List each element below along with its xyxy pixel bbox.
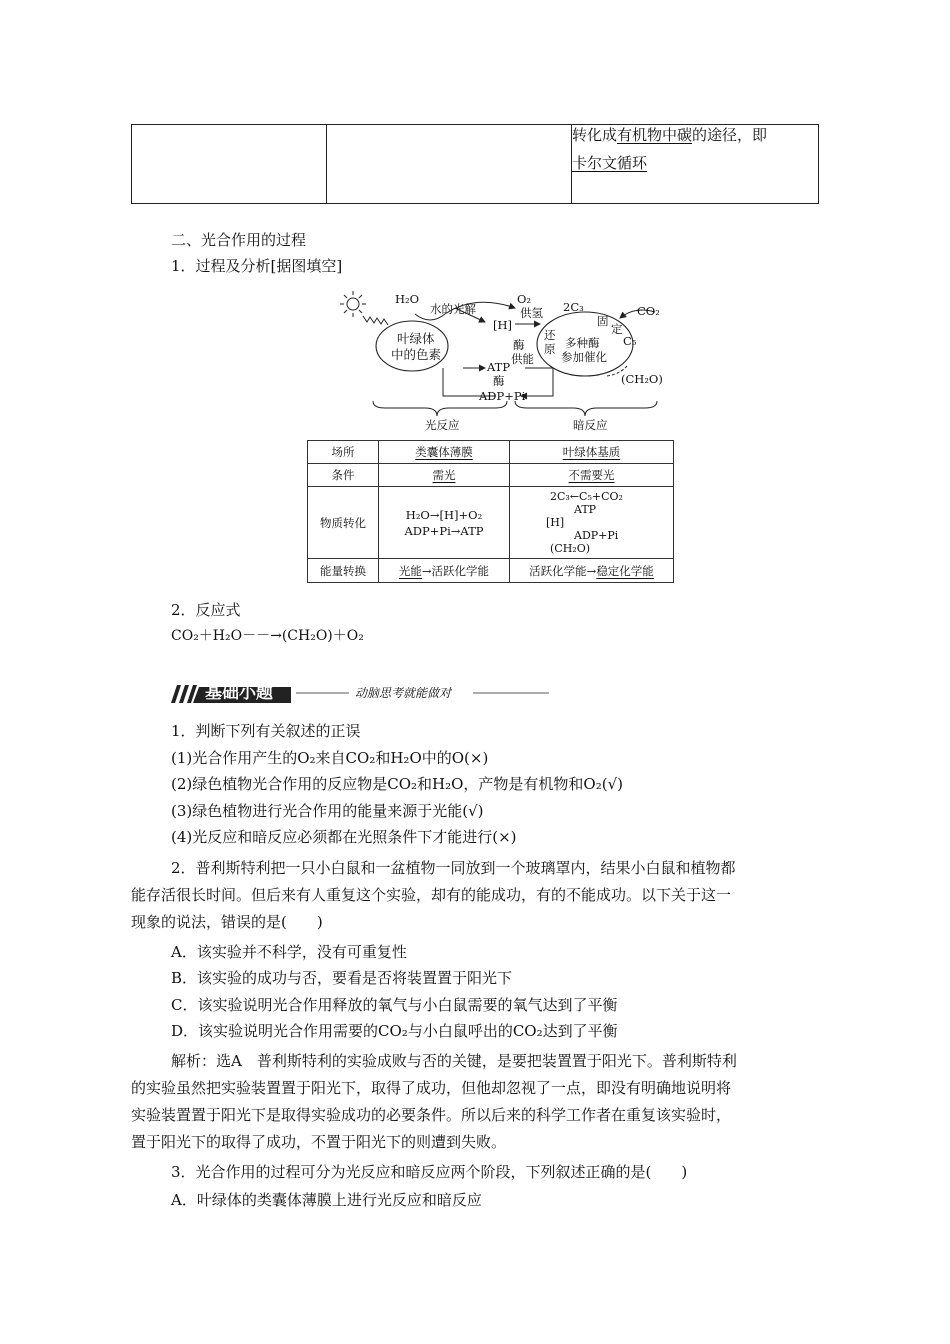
banner-subtitle: 动脑思考就能做对 [355,686,452,700]
section-heading: 二、光合作用的过程 [171,231,307,249]
continuation-table [131,124,819,204]
question-3: 3．光合作用的过程可分为光反应和暗反应两个阶段，下列叙述正确的是( ) [171,1163,688,1181]
co2-label: CO₂ [637,304,660,318]
q2-option-b: B．该实验的成功与否，要看是否将装置置于阳光下 [171,969,513,987]
q1-item-2: (2)绿色植物光合作用的反应物是CO₂和H₂O，产物是有机物和O₂(√) [171,775,624,793]
dark-reaction-label: 暗反应 [573,418,608,432]
fix-label-1: 固 [597,314,609,328]
q2-analysis-line-4: 置于阳光下的取得了成功，不置于阳光下的则遭到失败。 [131,1133,507,1151]
reduce-label-1: 还 [544,328,556,342]
table-row-condition: 条件 需光 不需要光 [308,464,674,487]
table-row-location: 场所 类囊体薄膜 叶绿体基质 [308,441,674,464]
water-photolysis-label: 水的光解 [430,302,476,316]
question-2-line-3: 现象的说法，错误的是( ) [131,913,323,931]
table-cell-empty-2 [327,125,572,204]
table-cell-empty-1 [132,125,327,204]
q2-option-c: C．该实验说明光合作用释放的氧气与小白鼠需要的氧气达到了平衡 [171,996,618,1014]
enzyme-label-2: 酶 [493,374,505,388]
light-reaction-label: 光反应 [425,418,460,432]
q1-item-1: (1)光合作用产生的O₂来自CO₂和H₂O中的O(×) [171,749,489,767]
supply-energy-label: 供能 [511,352,534,366]
o2-label: O₂ [517,292,532,306]
calvin-cycle-term: 卡尔文循环 [572,154,648,172]
table-row-material: 物质转化 H₂O→[H]+O₂ ADP+Pi→ATP 2C₃←C₅+CO₂ ATP [H] ADP+Pi (CH₂O) [308,487,674,559]
question-2-line-1: 2．普利斯特利把一只小白鼠和一盆植物一同放到一个玻璃罩内，结果小白鼠和植物都 [171,859,736,877]
multi-enzyme-label-2: 参加催化 [561,350,607,364]
question-2-line-2: 能存活很长时间。但后来有人重复这个实验，却有的能成功，有的不能成功。以下关于这一 [131,886,732,904]
multi-enzyme-label-1: 多种酶 [565,336,600,350]
table-cell-text: 转化成有机物中碳的途径，即 卡尔文循环 [572,125,819,204]
h-label: [H] [493,318,513,332]
q1-item-3: (3)绿色植物进行光合作用的能量来源于光能(√) [171,802,484,820]
question-1: 1．判断下列有关叙述的正误 [171,722,361,740]
table-row-energy: 能量转换 光能→活跃化学能 活跃化学能→稳定化学能 [308,559,674,583]
reaction-comparison-table [307,440,674,583]
subsection-1-heading: 1．过程及分析[据图填空] [171,257,343,275]
q2-analysis-line-2: 的实验虽然把实验装置置于阳光下，取得了成功，但他却忽视了一点，即没有明确地说明将 [131,1079,732,1097]
section-banner [171,681,551,705]
c3-label: 2C₃ [563,300,584,314]
q3-option-a: A．叶绿体的类囊体薄膜上进行光反应和暗反应 [171,1191,482,1209]
enzyme-label-1: 酶 [513,338,525,352]
banner-title: 基础小题 [205,683,273,703]
pigment-label-1: 叶绿体 [397,331,435,346]
fix-label-2: 定 [611,322,623,336]
pigment-label-2: 中的色素 [391,347,442,362]
q2-analysis-line-1: 解析：选A 普利斯特利的实验成败与否的关键，是要把装置置于阳光下。普利斯特利 [171,1052,737,1070]
c5-label: C₅ [623,334,637,348]
reaction-equation: CO₂＋H₂O－－→(CH₂O)＋O₂ [171,628,364,644]
h2o-label: H₂O [395,292,420,306]
sun-icon [340,291,366,317]
q2-analysis-line-3: 实验装置置于阳光下是取得实验成功的必要条件。所以后来的科学工作者在重复该实验时， [131,1106,732,1124]
subsection-2-heading: 2．反应式 [171,601,241,619]
photosynthesis-diagram [320,286,675,591]
q2-option-d: D．该实验说明光合作用需要的CO₂与小白鼠呼出的CO₂达到了平衡 [171,1022,618,1040]
atp-label: ATP [487,360,511,374]
adp-label: ADP+Pi [479,389,526,403]
reduce-label-2: 原 [544,342,556,356]
q1-item-4: (4)光反应和暗反应必须都在光照条件下才能进行(×) [171,828,517,846]
diagram-arrows [335,286,675,426]
ch2o-label: (CH₂O) [621,372,663,386]
supply-h-label: 供氢 [520,306,543,320]
q2-option-a: A．该实验并不科学，没有可重复性 [171,943,407,961]
